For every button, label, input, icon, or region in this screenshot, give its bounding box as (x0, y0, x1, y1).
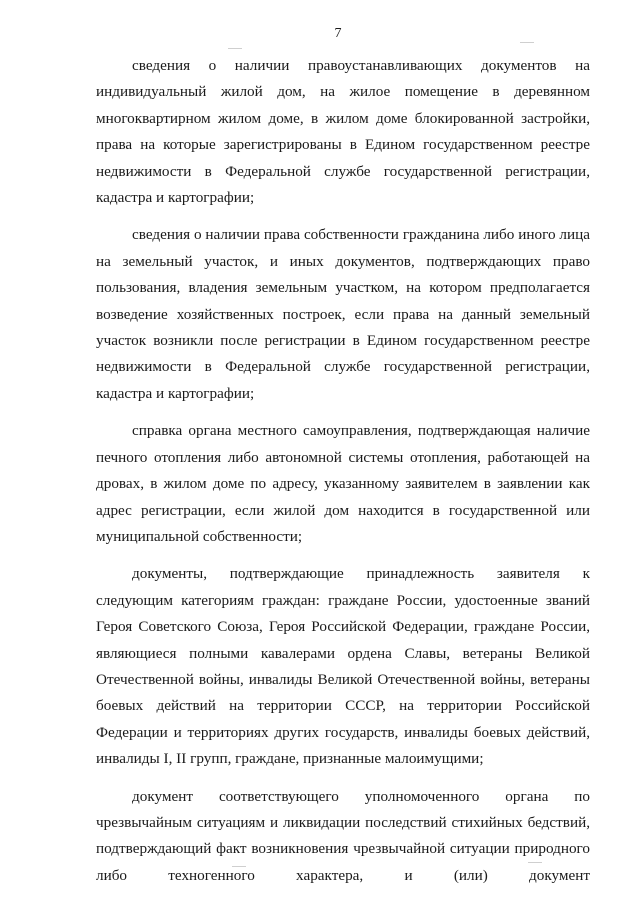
paragraph-ownership-documents: сведения о наличии правоустанавливающих документов на индивидуальный жилой дом, на жилое помещение в деревянном многоквартирном жилом доме, в жилом доме блокированной застройки, права на которые зарегистрированы в Едином государственном реестре недвижимости в Федеральной службе государственной регистрации, кадастра и картографии; (96, 57, 590, 207)
scan-speck (528, 862, 542, 863)
scan-speck (520, 42, 534, 43)
paragraph-land-rights: сведения о наличии права собственности гражданина либо иного лица на земельный участок, и иных документов, подтверждающих право пользования, владения земельным участком, на котором предполагается возведение хозяйственных построек, если права на данный земельный участок возникли после регистрации в Едином государственном реестре недвижимости в Федеральной службе государственной регистрации, кадастра и картографии; (96, 226, 590, 402)
paragraph-heating-certificate: справка органа местного самоуправления, подтверждающая наличие печного отопления либо автономной системы отопления, работающей на дровах, в жилом доме по адресу, указанному заявителем в заявлении как адрес регистрации, если жилой дом находится в государственной или муниципальной собственности; (96, 422, 590, 545)
scan-speck (228, 48, 242, 49)
page-number: 7 (334, 26, 342, 41)
page-body (96, 53, 590, 900)
scan-speck (232, 866, 246, 867)
paragraph-emergency-document: документ соответствующего уполномоченного органа по чрезвычайным ситуациям и ликвидации последствий стихийных бедствий, подтверждающий факт возникновения чрезвычайной ситуации природного либо техногенного характера, и (или) документ (96, 787, 590, 884)
paragraph-citizen-categories: документы, подтверждающие принадлежность заявителя к следующим категориям граждан: граждане России, удостоенные званий Героя Советского Союза, Героя Российской Федерации, граждане России, являющиеся полными кавалерами ордена Славы, ветераны Великой Отечественной войны, инвалиды Великой Отечественной войны, ветераны боевых действий на территории СССР, на территории Российской Федерации и территориях других государств, инвалиды боевых действий, инвалиды I, II групп, граждане, признанные малоимущими; (96, 565, 590, 768)
